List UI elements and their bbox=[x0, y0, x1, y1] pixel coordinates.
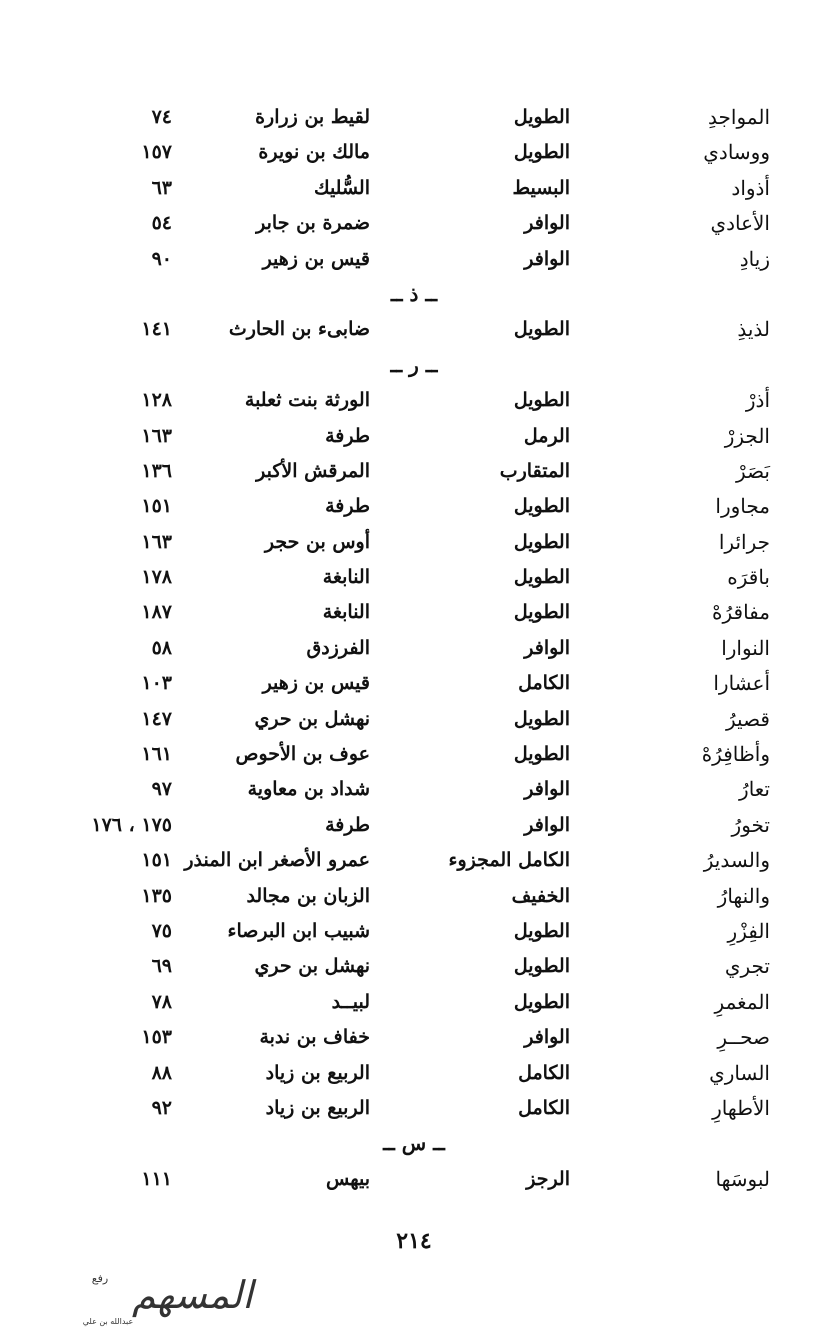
poet-name: طرفة bbox=[325, 424, 370, 447]
rhyme-word: تعارُ bbox=[739, 777, 770, 802]
poet-name: ضمرة بن جابر bbox=[256, 212, 370, 235]
page-reference: ٦٣ bbox=[151, 176, 172, 199]
poet-name: شبيب ابن البرصاء bbox=[227, 919, 370, 942]
rhyme-word: مجاورا bbox=[715, 494, 770, 519]
index-row bbox=[0, 666, 828, 701]
index-row bbox=[0, 206, 828, 241]
letter-divider-label: ــ ذ ــ bbox=[390, 281, 438, 306]
letter-divider bbox=[0, 1126, 828, 1161]
rhyme-word: الفِزْرِ bbox=[727, 918, 770, 943]
poetic-meter: الوافر bbox=[524, 247, 570, 270]
rhyme-word: تجري bbox=[724, 954, 770, 979]
poetic-meter: الطويل bbox=[513, 106, 570, 128]
poet-name: طرفة bbox=[325, 495, 370, 518]
poetic-meter: الطويل bbox=[513, 601, 570, 624]
index-row bbox=[0, 242, 828, 277]
index-row bbox=[0, 1091, 828, 1126]
poetic-meter: الوافر bbox=[524, 813, 570, 836]
rhyme-word: صحــرِ bbox=[717, 1025, 770, 1050]
poet-name: خفاف بن ندبة bbox=[259, 1026, 370, 1049]
poet-name: شداد بن معاوية bbox=[247, 778, 370, 801]
poet-name: الورثة بنت ثعلبة bbox=[244, 389, 370, 412]
page-reference: ١٧٨ bbox=[141, 566, 172, 589]
stamp-sub-text: عبدالله بن علي bbox=[82, 1317, 134, 1326]
poetic-meter: الوافر bbox=[524, 1026, 570, 1049]
poetic-meter: الكامل bbox=[518, 1061, 570, 1084]
page-reference: ١٢٨ bbox=[141, 389, 172, 412]
stamp-top-text: رفع bbox=[91, 1272, 109, 1285]
poetic-meter: البسيط bbox=[512, 176, 570, 199]
rhyme-word: وأظافِرُهْ bbox=[701, 742, 770, 767]
poetic-meter: الوافر bbox=[524, 778, 570, 801]
page-reference: ١٣٦ bbox=[141, 459, 172, 482]
page-reference: ١٦١ bbox=[141, 743, 172, 766]
poetic-meter: المتقارب bbox=[499, 459, 570, 482]
library-stamp-logo bbox=[8, 1262, 253, 1330]
page-reference: ١٦٣ bbox=[141, 530, 172, 553]
rhyme-word: والسديرُ bbox=[703, 848, 770, 873]
poet-name: نهشل بن حري bbox=[254, 707, 370, 730]
index-row bbox=[0, 808, 828, 843]
rhyme-word: أذواد bbox=[731, 175, 770, 200]
poet-name: النابغة bbox=[322, 566, 370, 589]
rhyme-word: الجزرْ bbox=[724, 423, 770, 448]
index-row bbox=[0, 525, 828, 560]
rhyme-word: زيادِ bbox=[739, 246, 770, 271]
index-row bbox=[0, 489, 828, 524]
poetic-meter: الطويل bbox=[513, 530, 570, 553]
page-reference: ١٣٥ bbox=[141, 884, 172, 907]
poet-name: عمرو الأصغر ابن المنذر bbox=[184, 849, 370, 872]
index-row bbox=[0, 1162, 828, 1197]
page-reference: ٥٨ bbox=[151, 636, 172, 659]
index-row bbox=[0, 914, 828, 949]
poetic-meter: الكامل المجزوء bbox=[448, 849, 570, 872]
rhyme-word: جرائرا bbox=[718, 529, 770, 554]
poet-name: ضابىء بن الحارث bbox=[228, 318, 370, 341]
index-row bbox=[0, 171, 828, 206]
poetic-meter: الطويل bbox=[513, 707, 570, 730]
rhyme-word: باقرَه bbox=[727, 565, 770, 590]
index-row bbox=[0, 772, 828, 807]
page-reference: ١٦٣ bbox=[141, 424, 172, 447]
poet-name: الزبان بن مجالد bbox=[246, 884, 370, 907]
page-reference: ١٤٧ bbox=[141, 707, 172, 730]
letter-divider-label: ــ ر ــ bbox=[390, 352, 438, 377]
page-reference: ١٥١ bbox=[141, 495, 172, 518]
page-reference: ١٥١ bbox=[141, 849, 172, 872]
poetic-meter: الطويل bbox=[513, 919, 570, 942]
index-row bbox=[0, 595, 828, 630]
rhyme-index-table bbox=[0, 100, 828, 1197]
poet-name: لبيــد bbox=[331, 990, 370, 1013]
rhyme-word: بَصَرْ bbox=[736, 458, 770, 483]
poet-name: المرقش الأكبر bbox=[256, 459, 370, 482]
poetic-meter: الرجز bbox=[526, 1167, 570, 1190]
poet-name: السُّليك bbox=[313, 176, 370, 199]
poetic-meter: الطويل bbox=[513, 389, 570, 412]
page-reference: ١٥٣ bbox=[141, 1026, 172, 1049]
poet-name: قيس بن زهير bbox=[262, 672, 370, 695]
poetic-meter: الطويل bbox=[513, 743, 570, 766]
rhyme-word: المغمرِ bbox=[714, 989, 770, 1014]
page-reference: ٥٤ bbox=[151, 212, 172, 235]
index-row bbox=[0, 100, 828, 135]
poetic-meter: الطويل bbox=[513, 141, 570, 164]
page-reference: ٧٨ bbox=[151, 990, 172, 1013]
page-reference: ١٤١ bbox=[141, 318, 172, 341]
rhyme-word: المواجدِ bbox=[708, 105, 770, 129]
poet-name: عوف بن الأحوص bbox=[235, 743, 370, 766]
stamp-main-text: المسهم bbox=[132, 1273, 253, 1317]
page-reference: ٩٠ bbox=[151, 247, 172, 270]
poet-name: نهشل بن حري bbox=[254, 955, 370, 978]
page-reference: ٨٨ bbox=[151, 1061, 172, 1084]
letter-divider-label: ــ س ــ bbox=[383, 1131, 445, 1156]
rhyme-word: قصيرُ bbox=[726, 706, 770, 731]
index-row bbox=[0, 560, 828, 595]
index-row bbox=[0, 312, 828, 347]
rhyme-word: ووسادي bbox=[703, 140, 770, 165]
poet-name: مالك بن نويرة bbox=[258, 141, 370, 164]
index-row bbox=[0, 1056, 828, 1091]
poetic-meter: الطويل bbox=[513, 318, 570, 341]
letter-divider bbox=[0, 348, 828, 383]
page-reference: ١٠٣ bbox=[141, 672, 172, 695]
index-row bbox=[0, 843, 828, 878]
page-reference: ٦٩ bbox=[151, 955, 172, 978]
poetic-meter: الخفيف bbox=[511, 884, 570, 907]
index-row bbox=[0, 1020, 828, 1055]
rhyme-word: تخورُ bbox=[731, 812, 770, 837]
page-reference: ٧٥ bbox=[151, 919, 172, 942]
rhyme-word: الأعادي bbox=[710, 211, 770, 236]
index-row bbox=[0, 949, 828, 984]
rhyme-word: الأطهارِ bbox=[712, 1095, 770, 1120]
page-number: ٢١٤ bbox=[396, 1228, 432, 1254]
rhyme-word: أذرْ bbox=[745, 388, 770, 413]
page-reference: ١٥٧ bbox=[141, 141, 172, 164]
index-row bbox=[0, 879, 828, 914]
index-row bbox=[0, 454, 828, 489]
page-reference: ١٨٧ bbox=[141, 601, 172, 624]
letter-divider bbox=[0, 277, 828, 312]
index-row bbox=[0, 737, 828, 772]
index-row bbox=[0, 702, 828, 737]
poet-name: الربيع بن زياد bbox=[265, 1096, 370, 1119]
page-reference: ١٧٥ ، ١٧٦ bbox=[91, 813, 172, 836]
poet-name: بيهس bbox=[325, 1167, 370, 1190]
rhyme-word: والنهارُ bbox=[717, 883, 770, 908]
poet-name: قيس بن زهير bbox=[262, 247, 370, 270]
index-row bbox=[0, 631, 828, 666]
rhyme-word: أعشارا bbox=[713, 671, 770, 696]
poet-name: لقيط بن زرارة bbox=[255, 106, 370, 128]
page-reference: ٩٢ bbox=[151, 1096, 172, 1119]
poetic-meter: الرمل bbox=[523, 424, 570, 447]
page-reference: ٧٤ bbox=[151, 106, 172, 128]
index-row bbox=[0, 383, 828, 418]
rhyme-word: لذيذِ bbox=[737, 317, 770, 342]
index-row bbox=[0, 985, 828, 1020]
index-row bbox=[0, 135, 828, 170]
poet-name: الربيع بن زياد bbox=[265, 1061, 370, 1084]
poet-name: طرفة bbox=[325, 813, 370, 836]
poetic-meter: الطويل bbox=[513, 566, 570, 589]
poetic-meter: الطويل bbox=[513, 495, 570, 518]
poetic-meter: الطويل bbox=[513, 955, 570, 978]
poet-name: الفرزدق bbox=[306, 636, 370, 659]
rhyme-word: لبوسَها bbox=[715, 1166, 770, 1191]
index-row bbox=[0, 419, 828, 454]
poet-name: النابغة bbox=[322, 601, 370, 624]
poet-name: أوس بن حجر bbox=[264, 530, 370, 553]
poetic-meter: الوافر bbox=[524, 636, 570, 659]
rhyme-word: الساري bbox=[709, 1060, 770, 1085]
rhyme-word: النوارا bbox=[721, 635, 770, 660]
poetic-meter: الوافر bbox=[524, 212, 570, 235]
rhyme-word: مفاقرُهْ bbox=[712, 600, 770, 625]
poetic-meter: الكامل bbox=[518, 672, 570, 695]
poetic-meter: الطويل bbox=[513, 990, 570, 1013]
poetic-meter: الكامل bbox=[518, 1096, 570, 1119]
page-reference: ١١١ bbox=[141, 1167, 172, 1190]
page-reference: ٩٧ bbox=[151, 778, 172, 801]
